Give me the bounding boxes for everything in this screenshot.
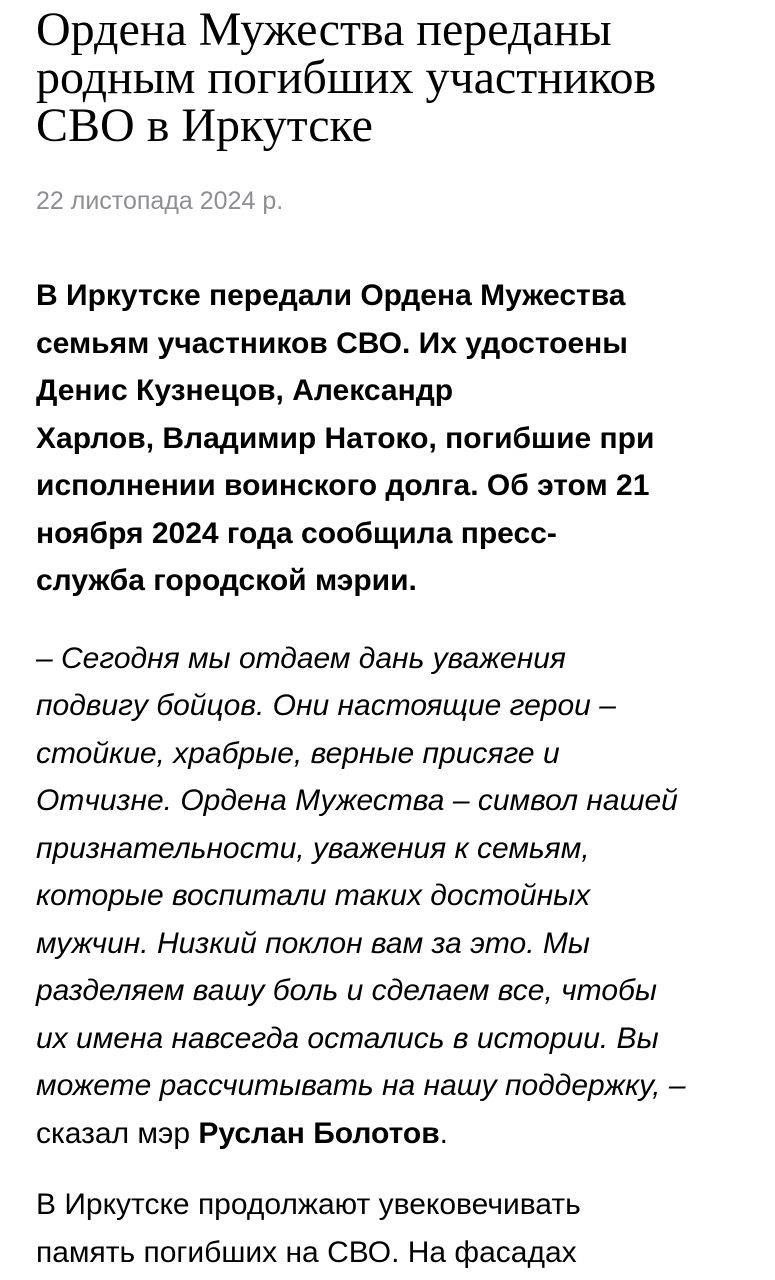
quote-line: мужчин. Низкий поклон вам за это. Мы <box>36 926 590 960</box>
title-line: родным погибших участников <box>36 51 657 104</box>
quote-line: их имена навсегда остались в истории. Вы <box>36 1021 659 1055</box>
lead-line: ноября 2024 года сообщила пресс- <box>36 516 557 550</box>
title-line: СВО в Иркутске <box>36 99 373 152</box>
body-line: память погибших на СВО. На фасадах <box>36 1235 577 1269</box>
quote-line: признательности, уважения к семьям, <box>36 831 590 865</box>
quote-line: которые воспитали таких достойных <box>36 879 591 912</box>
body-paragraph <box>36 1181 736 1276</box>
lead-line: исполнении воинского долга. Об этом 21 <box>36 469 650 502</box>
lead-paragraph <box>36 272 736 605</box>
title-line: Ордена Мужества переданы <box>36 3 612 56</box>
attribution-prefix: сказал мэр <box>36 1116 199 1150</box>
quote-line: можете рассчитывать на нашу поддержку, – <box>36 1069 686 1102</box>
quote-attribution <box>36 1110 740 1158</box>
lead-line: Денис Кузнецов, Александр <box>36 374 454 407</box>
lead-line: служба городской мэрии. <box>36 564 417 597</box>
article-title <box>36 0 736 150</box>
quote-line: Отчизне. Ордена Мужества – символ нашей <box>36 784 678 817</box>
mayor-quote <box>36 635 740 1158</box>
attribution-suffix: . <box>439 1116 448 1150</box>
article <box>36 0 746 1276</box>
lead-line: В Иркутске передали Ордена Мужества <box>36 279 626 312</box>
lead-line: семьям участников СВО. Их удостоены <box>36 326 628 360</box>
lead-line: Харлов, Владимир Натоко, погибшие при <box>36 421 655 455</box>
publish-date: 22 листопада 2024 р. <box>36 187 284 215</box>
quote-line: – Сегодня мы отдаем дань уважения <box>36 641 566 675</box>
quote-line: подвигу бойцов. Они настоящие герои – <box>36 689 616 722</box>
quote-line: стойкие, храбрые, верные присяге и <box>36 736 560 770</box>
body-line: В Иркутске продолжают увековечивать <box>36 1188 581 1221</box>
quote-line: разделяем вашу боль и сделаем все, чтобы <box>36 974 657 1007</box>
speaker-name: Руслан Болотов <box>198 1116 440 1150</box>
